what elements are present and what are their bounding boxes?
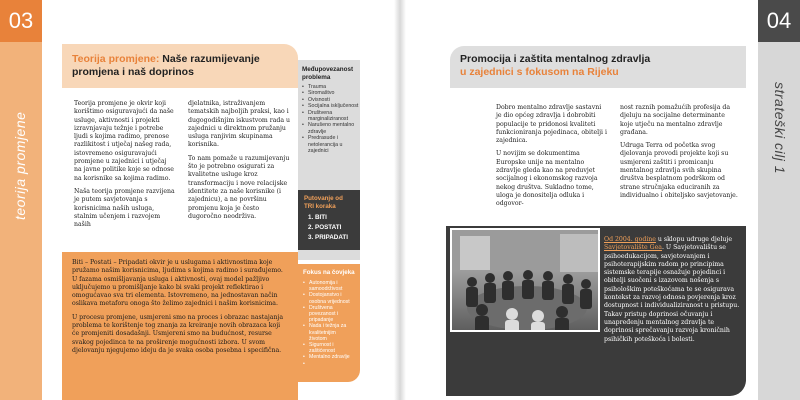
gea-text <box>604 236 740 344</box>
interconnected-item: • Predrasude i netolerancija u zajednici <box>302 135 360 154</box>
right-title-line2: u zajednici s fokusom na Rijeku <box>460 66 619 78</box>
right-col2-p2: Udruga Terra od početka svog djelovanja provodi projekte koji su usmjereni zaštiti i promicanju mentalnog zdravlja svih skupina društva besplatnom podrškom od strane stručnjaka educiranih za individualno i obiteljsko savjetovanje. <box>620 142 738 199</box>
left-side-strip <box>0 42 42 400</box>
right-col2-p1: nost raznih pomažućih profesija da djeluju na socijalne determinante koje utječu na mentalno zdravlje građana. <box>620 104 731 136</box>
bpp-p1: Biti – Postati – Pripadati okvir je u uslugama i aktivnostima koje pružamo našim korisnicima, ljudima s kojima radimo i surađujemo. U fazama osmišljavanja usluga i aktivnosti, ovaj model pažljivo uključujemo u promišljanje kako bi svaki projekt reflektirao i omogućavao sva tri elementa. Istovremeno, na jednostavan način oslikava metaforu onoga što želimo zajednici i našim korisnicima. <box>72 259 283 308</box>
right-col1-p1: Dobro mentalno zdravlje sastavni je dio općeg zdravlja i dobrobiti populacije te pridonosi kvaliteti funkcioniranja pojedinaca, obitelji i zajednica. <box>496 104 607 145</box>
left-col2-p2: To nam pomaže u razumijevanju što je potrebno osigurati za kvalitetne usluge kroz transformaciju i nove relacijske identitete za naše korisnike (i zajednicu), a ne površinu promjenu koja je često dugoročno neodrživa. <box>188 154 290 220</box>
right-title <box>460 53 740 79</box>
interconnected-item: • Narušeno mentalno zdravlje <box>302 122 360 135</box>
pathway-step: 2. POSTATI <box>308 224 342 231</box>
bpp-box <box>62 252 298 400</box>
focus-list <box>303 280 355 361</box>
focus-item: • Mentalno zdravlje <box>303 354 355 360</box>
focus-box <box>298 264 360 382</box>
gea-highlight-year: Od 2004. godine <box>604 236 656 243</box>
gea-text-1: u sklopu udruge djeluje <box>655 236 732 243</box>
bpp-p2: U procesu promjene, usmjereni smo na proces i obrazac nastajanja problema te korištenje tog znanja za kreiranje novih obrazaca koji će promjeniti dosadašnji. Usmjereni smo na budućnost, resurse svakog pojedinca te na proširenje mogućnosti izbora. U svom djelovanju njegujemo ideju da je svaka osoba posebna i specifična. <box>72 313 284 354</box>
interconnected-list <box>302 84 360 154</box>
left-title-prefix: Teorija promjene: <box>72 53 160 65</box>
gea-text-2: . U Savjetovalištu se psihoedukacijom, savjetovanjem i psihoterapijskim radom po principima sistemske terapije osnažuje pojedinci i obitelji suočeni s izazovom nošenja s psihološkim poteškoćama te se osigurava kontekst za razvoj odnosa povjerenja kroz dostupnost i individualiziranost u pristupu. Takav pristup doprinosi očuvanju i unapređenju mentalnog zdravlja te doprinosi sprečavanju razvoja kroničnih psihičkih poteškoća i bolesti. <box>604 244 740 343</box>
left-title-line2: promjena i naš doprinos <box>72 66 194 78</box>
left-col1-p2: Naša teorija promjene razvijena je putem savjetovanja s korisnicima naših usluga, stalnim učenjem i razvojem naših <box>74 187 175 229</box>
right-page <box>400 0 800 400</box>
focus-title: Fokus na čovjeka <box>303 269 355 276</box>
right-side-label: strateški cilj 1 <box>772 82 788 175</box>
focus-item: • Autonomija i samoodrživost <box>303 280 355 292</box>
left-side-label: teorija promjene <box>12 111 28 220</box>
focus-item: • Sigurnost i zaštićenost <box>303 342 355 354</box>
left-title-rest: Naše razumijevanje <box>162 53 260 65</box>
right-column-1 <box>496 104 608 214</box>
left-column-2 <box>188 100 290 226</box>
interconnected-item: • Ovisnosti <box>302 97 360 103</box>
pathway-title: Putovanje od TRI koraka <box>304 195 343 210</box>
right-side-strip <box>758 42 800 400</box>
interconnected-item: • Trauma <box>302 84 360 90</box>
left-column-1 <box>74 100 176 234</box>
right-page-number: 04 <box>758 0 800 42</box>
left-title <box>72 53 298 79</box>
left-col2-p1: djelatnika, istraživanjem tematskih najboljih praksi, kao i dugogodišnjim iskustvom rada u zajednici u direktnom pružanju usluga ranjivim skupinama korisnika. <box>188 100 291 149</box>
left-page-number: 03 <box>0 0 42 42</box>
left-col1-p1: Teorija promjene je okvir koji korištimo osiguravajući da naše usluge, aktivnosti i projekti izravnjavaju težnje i potrebe ljudi s kojima radimo, prenose razlikitost i utječaj našeg rada, istovremeno osiguravajući promjene u zajednici i utječaj na javne politike koje se odnose na korisnike sa kojima radimo. <box>74 100 174 182</box>
right-title-line1: Promocija i zaštita mentalnog zdravlja <box>460 53 651 65</box>
focus-item: • Dostojanstvo i osobna vrijednost <box>303 292 355 304</box>
interconnected-item: • Socijalna isključenost <box>302 103 360 109</box>
gea-highlight-name: Savjetovalište Gea <box>604 244 662 252</box>
pathway-step: 3. PRIPADATI <box>308 234 349 241</box>
group-photo-illustration <box>452 230 600 332</box>
interconnected-item: • Siromaštvo <box>302 90 360 96</box>
focus-item: • Nada i težnja za kvalitetnijim životom <box>303 323 355 342</box>
pathway-box <box>298 190 360 250</box>
focus-item: • Društvena povezanost i pripadanje <box>303 305 355 324</box>
right-col1-p2: U novijim se dokumentima Europske unije na mentalno zdravlje gleda kao na preduvjet socijalnog i ekonomskog razvoja nekog društva. Sukladno tome, uloga je donositelja odluka i odgovor- <box>496 150 598 208</box>
right-column-2 <box>620 104 738 205</box>
interconnected-title: Međupovezanost problema <box>302 66 354 81</box>
interconnected-panel <box>302 66 360 154</box>
group-photo <box>450 228 600 332</box>
pathway-step: 1. BITI <box>308 214 327 221</box>
interconnected-item: • Društvena marginaliziranost <box>302 110 360 123</box>
